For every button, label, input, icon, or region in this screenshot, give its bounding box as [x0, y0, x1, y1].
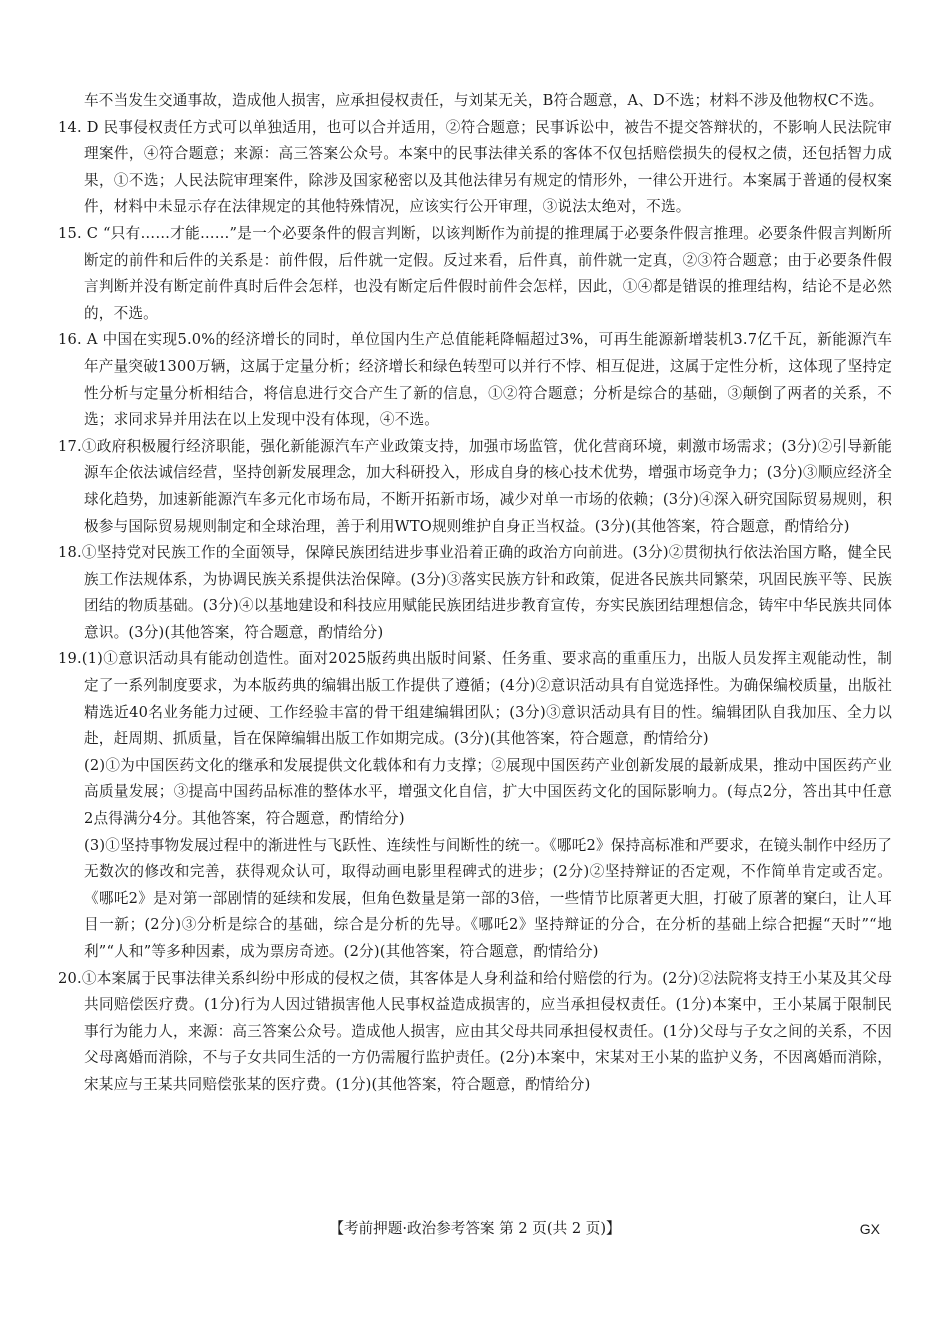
answer-20: 20.①本案属于民事法律关系纠纷中形成的侵权之债，其客体是人身利益和给付赔偿的行为。(2分)②法院将支持王小某及其父母共同赔偿医疗费。(1分)行为人因过错损害他人民事权益造成损害的，应当承担侵权责任。(1分)本案中，王小某属于限制民事行为能力人，来源：高三答案公众号。造成他人损害，应由其父母共同承担侵权责任。(1分)父母与子女之间的关系，不因父母离婚而消除，不与子女共同生活的一方仍需履行监护责任。(2分)本案中，宋某对王小某的监护义务，不因离婚而消除，宋某应与王某共同赔偿张某的医疗费。(1分)(其他答案，符合题意，酌情给分) [58, 969, 892, 1093]
answer-19-part-2: (2)①为中国医药文化的继承和发展提供文化载体和有力支撑；②展现中国医药产业创新发展的最新成果，推动中国医药产业高质量发展；③提高中国药品标准的整体水平，增强文化自信，扩大中国医药文化的国际影响力。(每点2分，答出其中任意2点得满分4分。其他答案，符合题意，酌情给分) [84, 756, 892, 828]
answer-17: 17.①政府积极履行经济职能，强化新能源汽车产业政策支持，加强市场监管，优化营商环境，刺激市场需求；(3分)②引导新能源车企依法诚信经营，坚持创新发展理念，加大科研投入，形成自身的核心技术优势，增强市场竞争力；(3分)③顺应经济全球化趋势，加速新能源汽车多元化市场布局，不断开拓新市场，减少对单一市场的依赖；(3分)④深入研究国际贸易规则，积极参与国际贸易规则制定和全球治理，善于利用WTO规则维护自身正当权益。(3分)(其他答案，符合题意，酌情给分) [58, 437, 892, 535]
answer-16: 16. A 中国在实现5.0%的经济增长的同时，单位国内生产总值能耗降幅超过3%，可再生能源新增装机3.7亿千瓦，新能源汽车年产量突破1300万辆，这属于定量分析；经济增长和绿色转型可以并行不悖、相互促进，这属于定性分析，这体现了坚持定性分析与定量分析相结合，将信息进行交合产生了新的信息，①②符合题意；分析是综合的基础，③颠倒了两者的关系，不选；求同求异并用法在以上发现中没有体现，④不选。 [58, 331, 892, 429]
answer-13-continuation: 车不当发生交通事故，造成他人损害，应承担侵权责任，与刘某无关，B符合题意，A、D不选；材料不涉及他物权C不选。 [84, 92, 884, 109]
answer-18: 18.①坚持党对民族工作的全面领导，保障民族团结进步事业沿着正确的政治方向前进。(3分)②贯彻执行依法治国方略，健全民族工作法规体系，为协调民族关系提供法治保障。(3分)③落实民族方针和政策，促进各民族共同繁荣，巩固民族平等、民族团结的物质基础。(3分)④以基地建设和科技应用赋能民族团结进步教育宣传，夯实民族团结理想信念，铸牢中华民族共同体意识。(3分)(其他答案，符合题意，酌情给分) [58, 544, 892, 641]
answer-content [58, 88, 892, 1099]
answer-14: 14. D 民事侵权责任方式可以单独适用，也可以合并适用，②符合题意；民事诉讼中，被告不提交答辩状的，不影响人民法院审理案件，④符合题意；来源：高三答案公众号。本案中的民事法律关系的客体不仅包括赔偿损失的侵权之债，还包括智力成果，①不选；人民法院审理案件，除涉及国家秘密以及其他法律另有规定的情形外，一律公开进行。本案属于普通的侵权案件，材料中未显示存在法律规定的其他特殊情况，应该实行公开审理，③说法太绝对，不选。 [58, 118, 892, 216]
answer-19-part-1: 19.(1)①意识活动具有能动创造性。面对2025版药典出版时间紧、任务重、要求高的重重压力，出版人员发挥主观能动性，制定了一系列制度要求，为本版药典的编辑出版工作提供了遵循；(4分)②意识活动具有自觉选择性。为确保编校质量，出版社精选近40名业务能力过硬、工作经验丰富的骨干组建编辑团队；(3分)③意识活动具有目的性。编辑团队自我加压、全力以赴，赶周期、抓质量，旨在保障编辑出版工作如期完成。(3分)(其他答案，符合题意，酌情给分) [58, 650, 892, 748]
answer-15: 15. C “只有……才能……”是一个必要条件的假言判断，以该判断作为前提的推理属于必要条件假言推理。必要条件假言判断所断定的前件和后件的关系是：前件假，后件就一定假。反过来看，后件真，前件就一定真，②③符合题意；由于必要条件假言判断并没有断定前件真时后件会怎样，也没有断定后件假时前件会怎样，因此，①④都是错误的推理结构，结论不是必然的，不选。 [58, 224, 892, 322]
footer-code: GX [859, 1221, 880, 1237]
answer-19-part-3: (3)①坚持事物发展过程中的渐进性与飞跃性、连续性与间断性的统一。《哪吒2》保持高标准和严要求，在镜头制作中经历了无数次的修改和完善，获得观众认可，取得动画电影里程碑式的进步；(2分)②坚持辩证的否定观，不作简单肯定或否定。《哪吒2》是对第一部剧情的延续和发展，但角色数量是第一部的3倍，一些情节比原著更大胆，打破了原著的窠臼，让人耳目一新；(2分)③分析是综合的基础，综合是分析的先导。《哪吒2》坚持辩证的分合，在分析的基础上综合把握“天时”“地利”“人和”等多种因素，成为票房奇迹。(2分)(其他答案，符合题意，酌情给分) [84, 836, 892, 960]
footer-title: 【考前押题·政治参考答案 第 2 页(共 2 页)】 [329, 1220, 621, 1237]
